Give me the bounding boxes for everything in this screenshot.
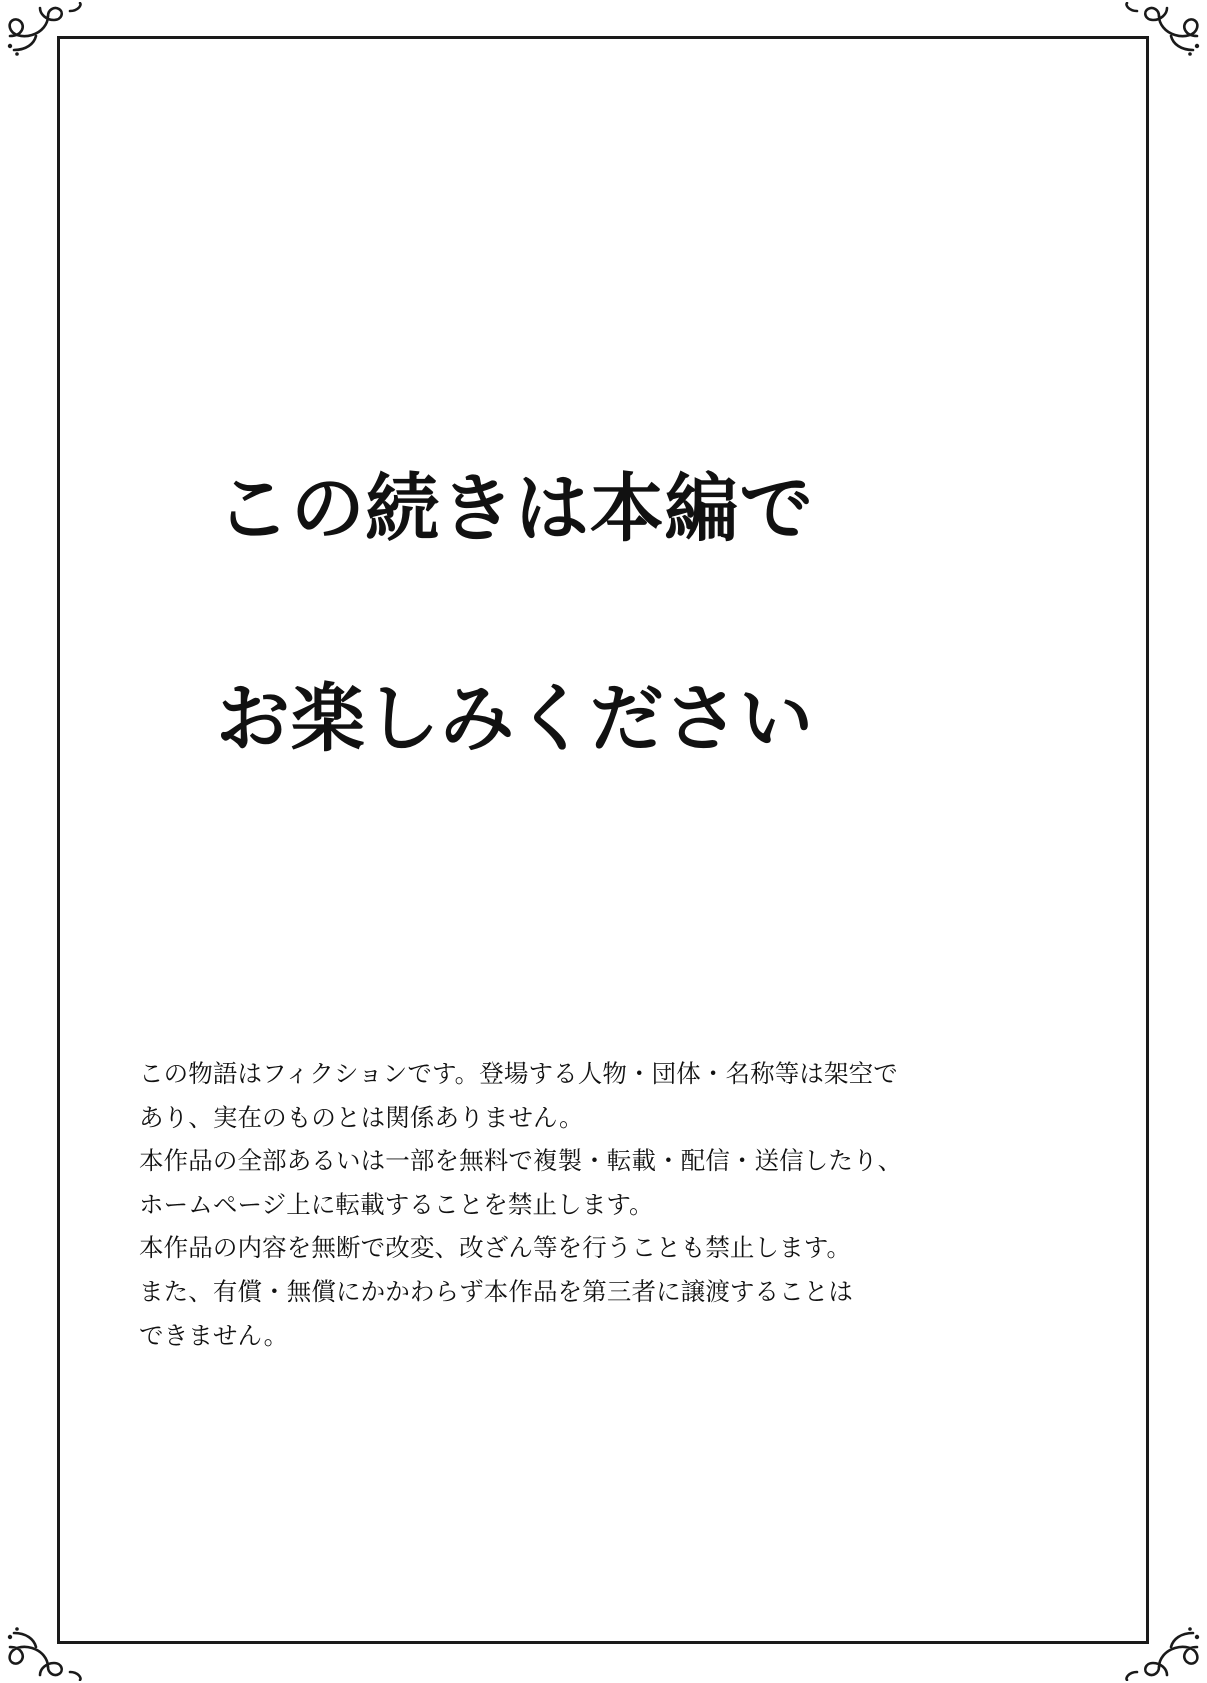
headline-line-1: この続きは本編で [216, 466, 814, 553]
disclaimer-line: 本作品の全部あるいは一部を無料で複製・転載・配信・送信したり、 [139, 1146, 903, 1176]
corner-flourish-top-right-icon [1083, 2, 1203, 122]
disclaimer-line: あり、実在のものとは関係ありません。 [139, 1102, 584, 1132]
corner-flourish-bottom-right-icon [1083, 1561, 1203, 1681]
headline-line-2: お楽しみください [216, 676, 814, 763]
corner-flourish-bottom-left-icon [4, 1561, 124, 1681]
disclaimer-block [139, 1052, 1019, 1357]
disclaimer-line: ホームページ上に転載することを禁止します。 [139, 1189, 654, 1219]
disclaimer-line: できません。 [139, 1320, 289, 1350]
disclaimer-line: 本作品の内容を無断で改変、改ざん等を行うことも禁止します。 [139, 1233, 852, 1263]
disclaimer-line: また、有償・無償にかかわらず本作品を第三者に譲渡することは [139, 1277, 854, 1307]
headline-block [216, 352, 1016, 877]
disclaimer-line: この物語はフィクションです。登場する人物・団体・名称等は架空で [139, 1059, 898, 1088]
corner-flourish-top-left-icon [4, 2, 124, 122]
